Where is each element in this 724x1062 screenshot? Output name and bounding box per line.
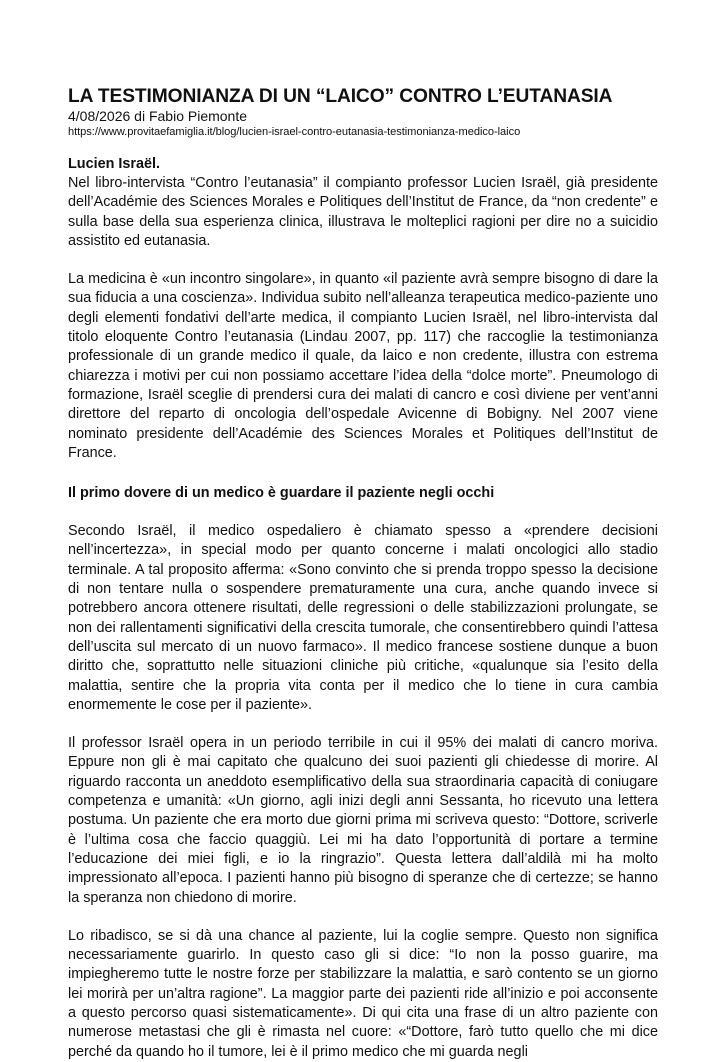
paragraph-lettera-postuma: Il professor Israël opera in un periodo terribile in cui il 95% dei malati di cancro moriva. Eppure non gli è mai capitato che qualcuno dei suoi pazienti gli chiedesse di morire. Al riguardo racconta un aneddoto esemplificativo della sua straordinaria capacità di coniugare competenza e umanità: «Un giorno, agli inizi degli anni Sessanta, ho ricevuto una lettera postuma. Un paziente che era morto due giorni prima mi scriveva questo: “Dottore, scriverle è l’ultima cosa che faccio quaggiù. Lei mi ha dato l’opportunità di portare a termine l’educazione dei miei figli, e io la ringrazio”. Questa lettera dall’aldilà mi ha molto impressionato all’epoca. I pazienti hanno più bisogno di speranze che di certezze; se hanno la speranza non chiedono di morire. [68, 735, 658, 906]
article-title: LA TESTIMONIANZA DI UN “LAICO” CONTRO L’EUTANASIA [68, 86, 613, 107]
article-url: https://www.provitaefamiglia.it/blog/lucien-israel-contro-eutanasia-testimonianza-medico-laico [68, 126, 521, 138]
section-heading-primo-dovere: Il primo dovere di un medico è guardare il paziente negli occhi [68, 485, 495, 502]
paragraph-chance: Lo ribadisco, se si dà una chance al paziente, lui la coglie sempre. Questo non significa necessariamente guarirlo. In questo caso gli si dice: “Io non la posso guarire, ma impiegheremo tutte le nostre forze per stabilizzare la malattia, e sarò contento se un giorno lei morirà per un’altra ragione”. La maggior parte dei pazienti ride all’inizio e poi acconsente a questo percorso quasi sistematicamente». Di qui cita una frase di un altro paziente con numerose metastasi che gli è rimasta nel cuore: «“Dottore, farò tutto quello che mi dice perché da quando ho il tumore, lei è il primo medico che mi guarda negli [68, 927, 658, 1060]
document-page [68, 86, 658, 1062]
article-date-author: 4/08/2026 di Fabio Piemonte [68, 108, 248, 124]
section-heading-lucien-israel: Lucien Israël. [68, 156, 160, 172]
paragraph-medicina: La medicina è «un incontro singolare», in quanto «il paziente avrà sempre bisogno di dare la sua fiducia a una coscienza». Individua subito nell’alleanza terapeutica medico-paziente uno degli elementi fondativi dell’arte medica, il compianto Lucien Israël, nel libro-intervista dal titolo eloquente Contro l’eutanasia (Lindau 2007, pp. 117) che raccoglie la testimonianza professionale di un grande medico il quale, da laico e non credente, illustra con estrema chiarezza i motivi per cui non possiamo accettare l’idea della “dolce morte”. Pneumologo di formazione, Israël sceglie di prendersi cura dei malati di cancro e così diviene per vent’anni direttore del reparto di oncologia dell’ospedale Avicenne di Bobigny. Nel 2007 viene nominato presidente dell’Académie des Sciences Morales et Politiques dell’Institut de France. [68, 271, 658, 461]
paragraph-incertezza: Secondo Israël, il medico ospedaliero è chiamato spesso a «prendere decisioni nell’incertezza», in special modo per quanto concerne i malati oncologici allo stadio terminale. A tal proposito afferma: «Sono convinto che si prenda troppo spesso la decisione di non tentare nulla o sospendere prematuramente una cura, anche quando invece si potrebbero ancora ottenere risultati, delle regressioni o delle stabilizzazioni prolungate, se non dei rallentamenti significativi della crescita tumorale, che consentirebbero quindi l’attesa dell’uscita sul mercato di un nuovo farmaco». Il medico francese sostiene dunque a buon diritto che, soprattutto nelle situazioni cliniche più critiche, «qualunque sia l’esito della malattia, sentire che la propria vita conta per il medico che lo tiene in cura cambia enormemente le cose per il paziente». [68, 523, 658, 713]
paragraph-intro: Nel libro-intervista “Contro l’eutanasia” il compianto professor Lucien Israël, già presidente dell’Académie des Sciences Morales e Politiques dell’Institut de France, da “non credente” e sulla base della sua esperienza clinica, illustrava le molteplici ragioni per dire no a suicidio assistito ed eutanasia. [68, 175, 658, 249]
